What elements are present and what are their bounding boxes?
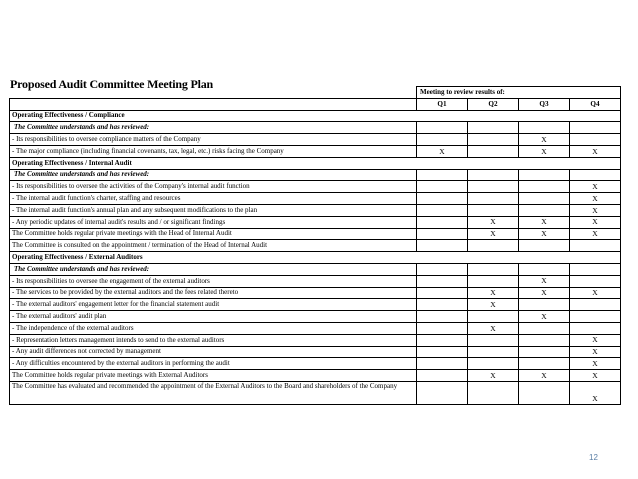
mark-cell-q1 [417,216,468,228]
mark-cell-q2: X [468,287,519,299]
item-label: - The independence of the external auditors [10,322,417,334]
mark-cell-q2 [468,311,519,323]
item-label: The Committee holds regular private meetings with the Head of Internal Audit [10,228,417,240]
mark-cell-q4 [570,275,621,287]
mark-cell-q4: X [570,370,621,382]
mark-cell-q1 [417,370,468,382]
mark-cell-q2 [468,358,519,370]
mark-cell-q1 [417,322,468,334]
item-label: The Committee has evaluated and recommended the appointment of the External Auditors to the Board and shareholders of the Company [10,381,417,404]
item-label: - Representation letters management intends to send to the external auditors [10,334,417,346]
item-label: - The internal audit function's annual plan and any subsequent modifications to the plan [10,204,417,216]
mark-cell-q1 [417,334,468,346]
mark-cell-q4 [570,311,621,323]
item-label: - Its responsibilities to oversee the engagement of the external auditors [10,275,417,287]
table-row [10,193,621,205]
mark-cell-q1 [417,263,468,275]
section-title: Operating Effectiveness / External Auditors [10,252,621,264]
subheading-label: The Committee understands and has reviewed: [10,169,417,181]
mark-cell-q1 [417,275,468,287]
table-row [10,346,621,358]
table-row [10,216,621,228]
mark-cell-q1 [417,169,468,181]
table-row [10,311,621,323]
mark-cell-q3 [519,381,570,404]
mark-cell-q4 [570,240,621,252]
mark-cell-q2: X [468,299,519,311]
mark-cell-q1 [417,311,468,323]
mark-cell-q4 [570,322,621,334]
mark-cell-q4: X [570,145,621,157]
item-label: - The major compliance (including financial covenants, tax, legal, etc.) risks facing the Company [10,145,417,157]
table-row [10,334,621,346]
mark-cell-q3: X [519,287,570,299]
meeting-header-row [10,87,621,99]
mark-cell-q4: X [570,181,621,193]
mark-cell-q1 [417,193,468,205]
mark-cell-q3: X [519,370,570,382]
mark-cell-q3 [519,169,570,181]
mark-cell-q2 [468,193,519,205]
mark-cell-q1 [417,240,468,252]
section-row [10,110,621,122]
mark-cell-q2 [468,181,519,193]
item-label: - The external auditors' engagement letter for the financial statement audit [10,299,417,311]
mark-cell-q3 [519,358,570,370]
column-header-q3: Q3 [519,98,570,110]
mark-cell-q2 [468,240,519,252]
table-row [10,275,621,287]
mark-cell-q1 [417,346,468,358]
table-row [10,134,621,146]
mark-cell-q1 [417,134,468,146]
mark-cell-q2: X [468,370,519,382]
table-row [10,204,621,216]
section-row [10,157,621,169]
mark-cell-q3 [519,346,570,358]
column-header-q4: Q4 [570,98,621,110]
mark-cell-q1 [417,287,468,299]
table-row [10,381,621,404]
item-label: - Its responsibilities to oversee compliance matters of the Company [10,134,417,146]
mark-cell-q3: X [519,275,570,287]
mark-cell-q4: X [570,287,621,299]
column-header-q2: Q2 [468,98,519,110]
table-row [10,145,621,157]
mark-cell-q2 [468,346,519,358]
mark-cell-q3: X [519,134,570,146]
mark-cell-q3: X [519,216,570,228]
mark-cell-q3: X [519,311,570,323]
mark-cell-q2: X [468,216,519,228]
mark-cell-q1 [417,299,468,311]
item-label: - The services to be provided by the external auditors and the fees related thereto [10,287,417,299]
mark-cell-q2 [468,145,519,157]
table-row [10,370,621,382]
meeting-plan-table [9,86,621,405]
plan-body [10,110,621,404]
mark-cell-q4 [570,122,621,134]
mark-cell-q4: X [570,381,621,404]
table-row [10,358,621,370]
mark-cell-q4 [570,263,621,275]
mark-cell-q2 [468,275,519,287]
subheading-label: The Committee understands and has reviewed: [10,263,417,275]
mark-cell-q4: X [570,228,621,240]
mark-cell-q3: X [519,145,570,157]
mark-cell-q2 [468,381,519,404]
mark-cell-q3 [519,204,570,216]
mark-cell-q3 [519,263,570,275]
mark-cell-q4: X [570,334,621,346]
mark-cell-q1 [417,122,468,134]
page-number: 12 [589,453,598,462]
mark-cell-q4 [570,134,621,146]
table-row [10,287,621,299]
mark-cell-q2: X [468,322,519,334]
mark-cell-q4: X [570,346,621,358]
mark-cell-q2 [468,334,519,346]
table-row [10,228,621,240]
item-label: - Its responsibilities to oversee the activities of the Company's internal audit function [10,181,417,193]
table-row [10,240,621,252]
mark-cell-q1 [417,181,468,193]
meeting-header: Meeting to review results of: [417,87,621,99]
table-row [10,299,621,311]
subheading-row [10,122,621,134]
page-title: Proposed Audit Committee Meeting Plan [10,77,214,91]
mark-cell-q3 [519,299,570,311]
section-title: Operating Effectiveness / Internal Audit [10,157,621,169]
item-label: - The external auditors' audit plan [10,311,417,323]
mark-cell-q3 [519,322,570,334]
item-column-header [10,98,417,110]
table-row [10,322,621,334]
column-header-q1: Q1 [417,98,468,110]
item-label: - Any periodic updates of internal audit's results and / or significant findings [10,216,417,228]
mark-cell-q3 [519,240,570,252]
mark-cell-q3 [519,122,570,134]
mark-cell-q2 [468,204,519,216]
mark-cell-q2 [468,134,519,146]
mark-cell-q3 [519,181,570,193]
mark-cell-q3 [519,334,570,346]
mark-cell-q2 [468,263,519,275]
mark-cell-q1 [417,228,468,240]
item-label: - The internal audit function's charter, staffing and resources [10,193,417,205]
item-label: The Committee is consulted on the appointment / termination of the Head of Internal Audit [10,240,417,252]
subheading-label: The Committee understands and has reviewed: [10,122,417,134]
mark-cell-q2: X [468,228,519,240]
mark-cell-q4 [570,299,621,311]
header-spacer [10,87,417,99]
mark-cell-q4 [570,169,621,181]
mark-cell-q4: X [570,193,621,205]
mark-cell-q2 [468,169,519,181]
mark-cell-q4: X [570,358,621,370]
mark-cell-q1 [417,358,468,370]
subheading-row [10,263,621,275]
table-row [10,181,621,193]
item-label: The Committee holds regular private meetings with External Auditors [10,370,417,382]
mark-cell-q4: X [570,204,621,216]
item-label: - Any difficulties encountered by the external auditors in performing the audit [10,358,417,370]
mark-cell-q3: X [519,228,570,240]
item-label: - Any audit differences not corrected by management [10,346,417,358]
quarter-header-row [10,98,621,110]
mark-cell-q1: X [417,145,468,157]
subheading-row [10,169,621,181]
mark-cell-q2 [468,122,519,134]
mark-cell-q1 [417,204,468,216]
mark-cell-q3 [519,193,570,205]
section-title: Operating Effectiveness / Compliance [10,110,621,122]
mark-cell-q1 [417,381,468,404]
mark-cell-q4: X [570,216,621,228]
section-row [10,252,621,264]
